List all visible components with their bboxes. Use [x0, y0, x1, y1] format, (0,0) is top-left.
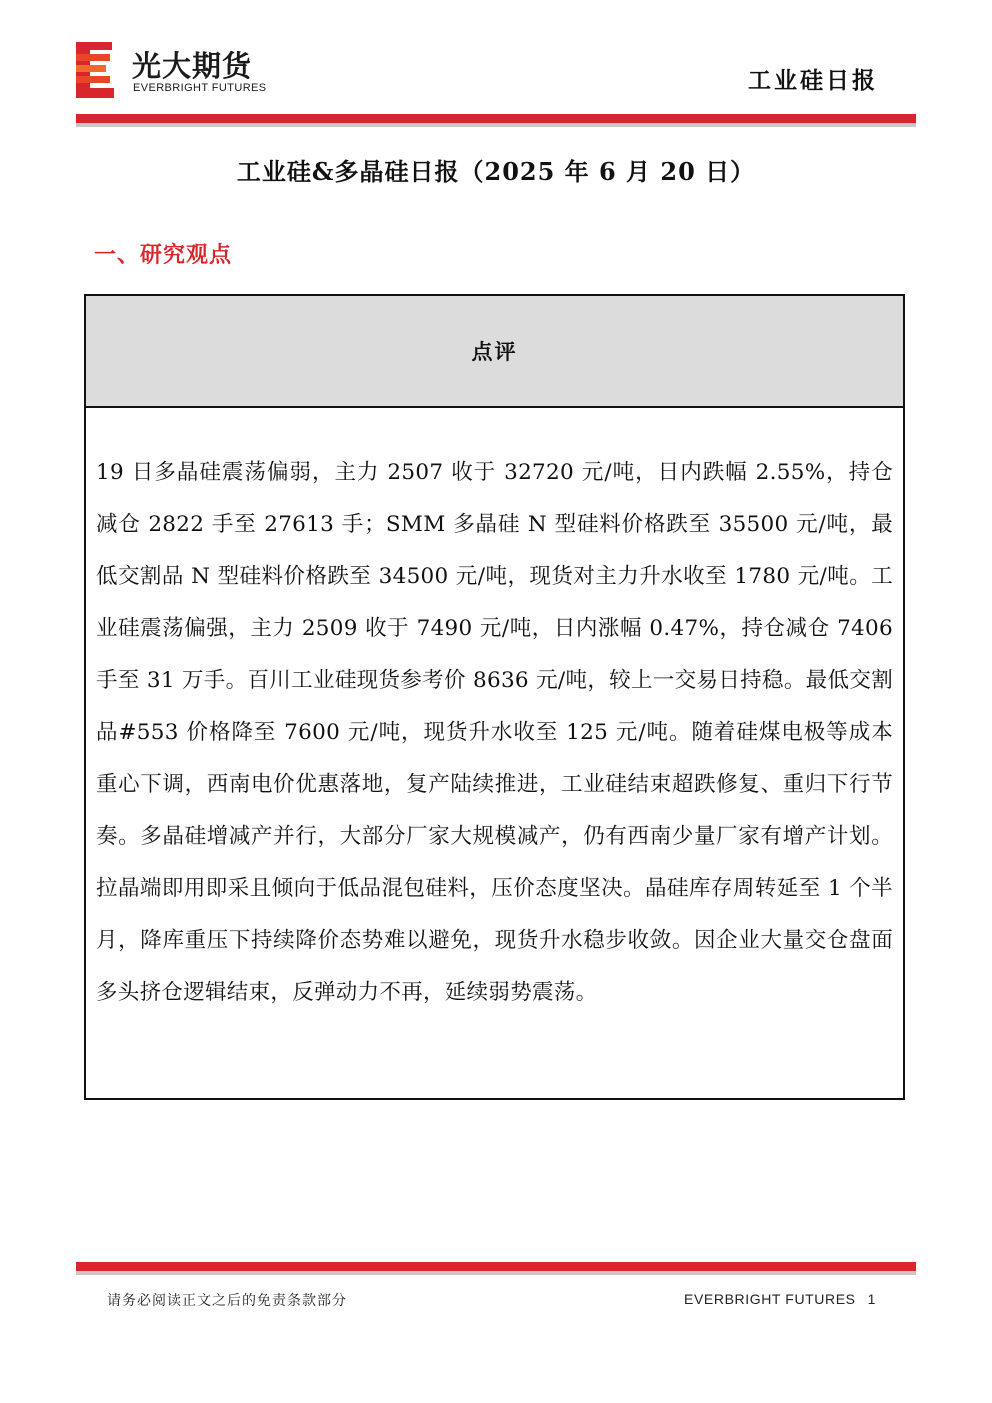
section-heading: 一、研究观点 — [94, 242, 233, 268]
footer-divider — [76, 1262, 916, 1275]
review-table-header: 点评 — [86, 296, 903, 408]
footer-divider-red — [76, 1262, 916, 1271]
company-logo — [76, 42, 286, 98]
footer-company — [684, 1291, 876, 1307]
logo-chinese-name: 光大期货 — [132, 49, 253, 83]
page-number: 1 — [867, 1291, 876, 1307]
logo-english-name: EVERBRIGHT FUTURES — [133, 82, 267, 94]
footer-company-name: EVERBRIGHT FUTURES — [684, 1291, 856, 1307]
document-title: 工业硅&多晶硅日报（2025 年 6 月 20 日） — [236, 157, 756, 186]
header-divider-grey — [76, 123, 916, 127]
review-table — [84, 294, 905, 1100]
header-divider — [76, 114, 916, 127]
report-name: 工业硅日报 — [748, 68, 878, 94]
header-divider-red — [76, 114, 916, 123]
review-table-body: 19 日多晶硅震荡偏弱，主力 2507 收于 32720 元/吨，日内跌幅 2.55%，持仓减仓 2822 手至 27613 手；SMM 多晶硅 N 型硅料价格跌至 35500 元/吨，最低交割品 N 型硅料价格跌至 34500 元/吨，现货对主力升水收至 1780 元/吨。工业硅震荡偏强，主力 2509 收于 7490 元/吨，日内涨幅 0.47%，持仓减仓 7406 手至 31 万手。百川工业硅现货参考价 8636 元/吨，较上一交易日持稳。最低交割品#553 价格降至 7600 元/吨，现货升水收至 125 元/吨。随着硅煤电极等成本重心下调，西南电价优惠落地，复产陆续推进，工业硅结束超跌修复、重归下行节奏。多晶硅增减产并行，大部分厂家大规模减产，仍有西南少量厂家有增产计划。拉晶端即用即采且倾向于低品混包硅料，压价态度坚决。晶硅库存周转延至 1 个半月，降库重压下持续降价态势难以避免，现货升水稳步收敛。因企业大量交仓盘面多头挤仓逻辑结束，反弹动力不再，延续弱势震荡。 — [96, 460, 893, 1005]
everbright-logo-icon — [76, 42, 116, 98]
footer-divider-grey — [76, 1271, 916, 1275]
footer-disclaimer: 请务必阅读正文之后的免责条款部分 — [107, 1293, 347, 1309]
